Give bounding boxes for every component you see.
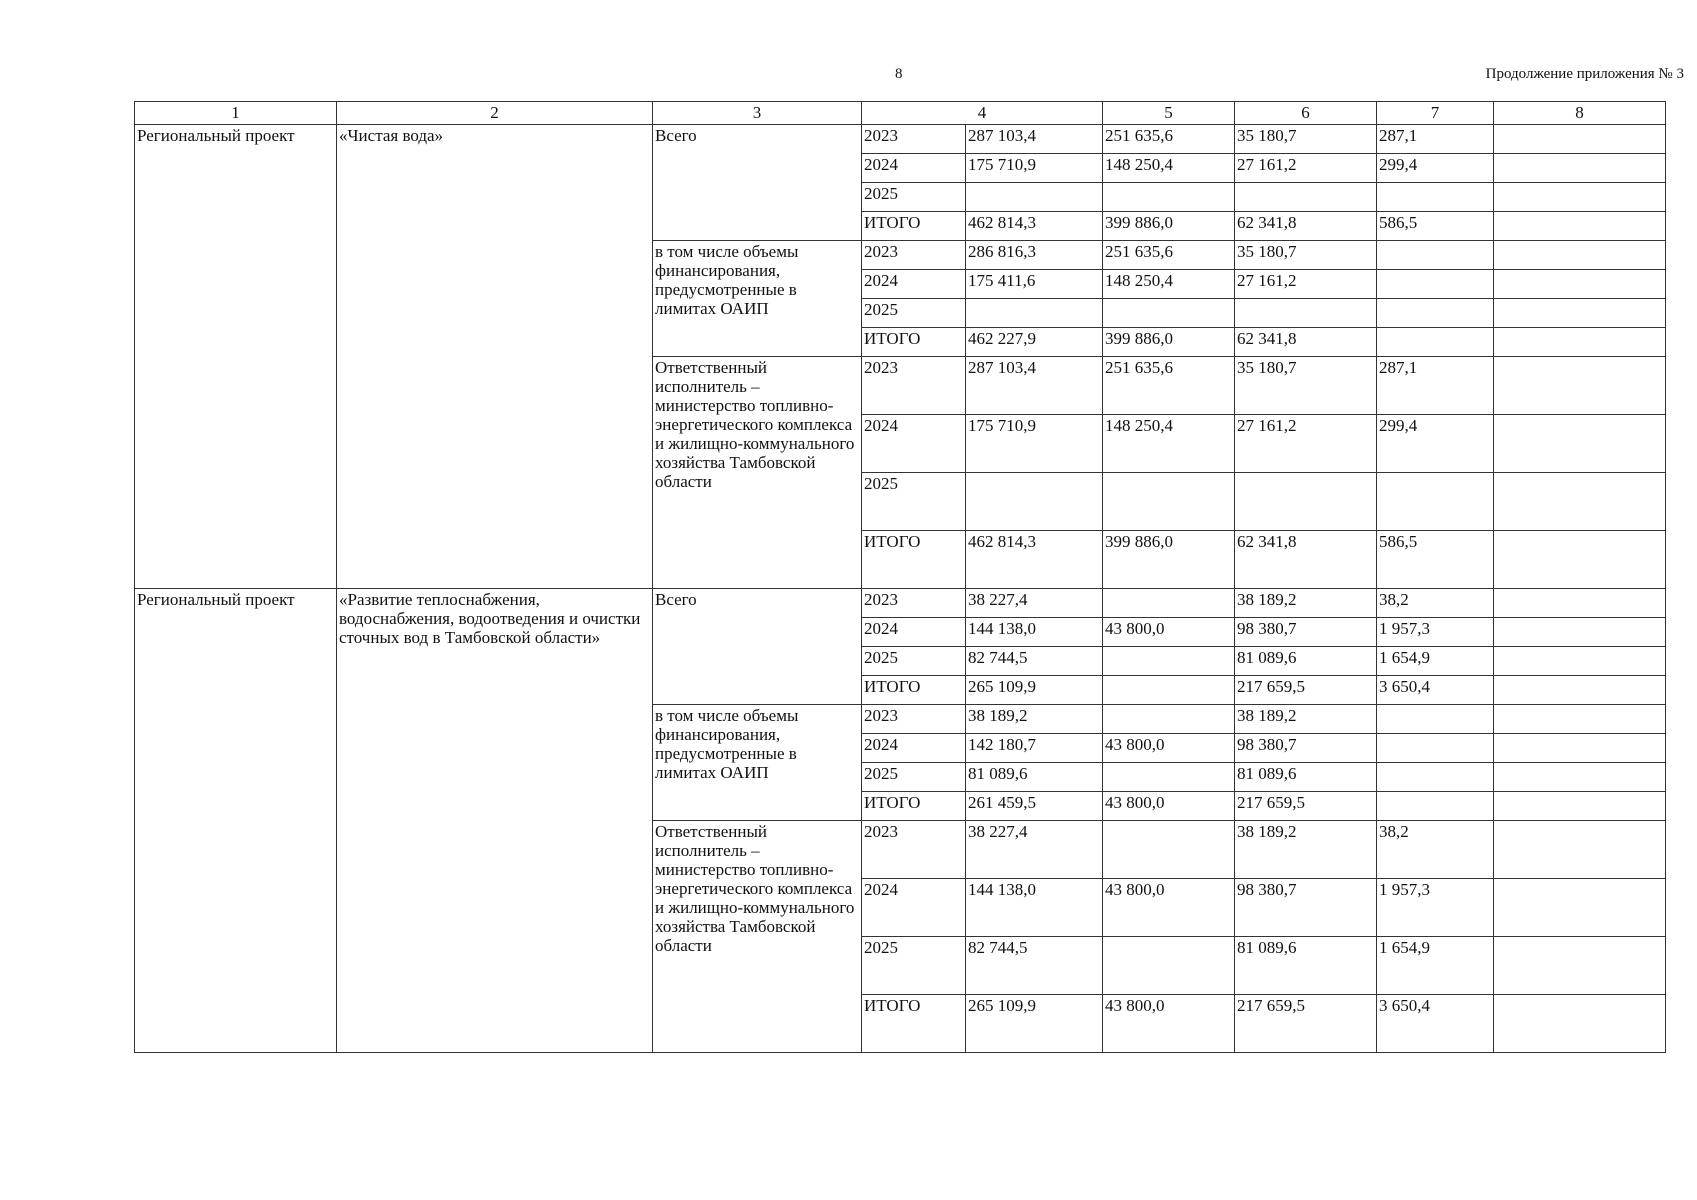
cell-regional: 35 180,7: [1235, 357, 1377, 415]
cell-extra: [1494, 792, 1666, 821]
cell-year: ИТОГО: [862, 212, 966, 241]
cell-regional: 98 380,7: [1235, 879, 1377, 937]
cell-federal: 148 250,4: [1103, 270, 1235, 299]
cell-year: 2025: [862, 473, 966, 531]
cell-local: 1 654,9: [1377, 647, 1494, 676]
cell-total: 81 089,6: [966, 763, 1103, 792]
cell-regional: 217 659,5: [1235, 995, 1377, 1053]
cell-extra: [1494, 676, 1666, 705]
cell-federal: 43 800,0: [1103, 879, 1235, 937]
cell-total: 82 744,5: [966, 647, 1103, 676]
cell-regional: 62 341,8: [1235, 328, 1377, 357]
group-label-cell: Ответственный исполнитель – министерство топливно-энергетического комплекса и жилищно-коммунального хозяйства Тамбовской области: [653, 821, 862, 1053]
cell-year: ИТОГО: [862, 531, 966, 589]
cell-regional: 27 161,2: [1235, 154, 1377, 183]
cell-federal: 148 250,4: [1103, 415, 1235, 473]
cell-year: 2025: [862, 183, 966, 212]
cell-federal: 43 800,0: [1103, 734, 1235, 763]
cell-local: [1377, 763, 1494, 792]
cell-year: 2024: [862, 270, 966, 299]
table-body: [135, 125, 1666, 1053]
project-type-cell: Региональный проект: [135, 589, 337, 1053]
project-name-cell: «Чистая вода»: [337, 125, 653, 589]
group-label-cell: в том числе объемы финансирования, предусмотренные в лимитах ОАИП: [653, 705, 862, 821]
page-number: 8: [895, 66, 903, 82]
cell-regional: 81 089,6: [1235, 647, 1377, 676]
cell-local: 3 650,4: [1377, 995, 1494, 1053]
cell-regional: 27 161,2: [1235, 415, 1377, 473]
cell-local: 287,1: [1377, 125, 1494, 154]
cell-regional: 217 659,5: [1235, 792, 1377, 821]
cell-total: 38 227,4: [966, 821, 1103, 879]
header-col-5: 5: [1103, 102, 1235, 125]
cell-federal: 148 250,4: [1103, 154, 1235, 183]
group-label-cell: Ответственный исполнитель – министерство топливно-энергетического комплекса и жилищно-коммунального хозяйства Тамбовской области: [653, 357, 862, 589]
cell-year: 2023: [862, 589, 966, 618]
cell-local: 287,1: [1377, 357, 1494, 415]
cell-total: 462 814,3: [966, 531, 1103, 589]
cell-total: 462 227,9: [966, 328, 1103, 357]
cell-federal: [1103, 299, 1235, 328]
cell-total: 261 459,5: [966, 792, 1103, 821]
cell-federal: 399 886,0: [1103, 531, 1235, 589]
cell-federal: 399 886,0: [1103, 328, 1235, 357]
cell-local: 586,5: [1377, 212, 1494, 241]
cell-local: [1377, 299, 1494, 328]
cell-federal: 251 635,6: [1103, 241, 1235, 270]
cell-year: 2023: [862, 705, 966, 734]
cell-federal: [1103, 473, 1235, 531]
cell-extra: [1494, 125, 1666, 154]
cell-extra: [1494, 270, 1666, 299]
cell-local: [1377, 183, 1494, 212]
cell-regional: 35 180,7: [1235, 241, 1377, 270]
cell-federal: [1103, 647, 1235, 676]
table-header: [135, 102, 1666, 125]
cell-federal: [1103, 183, 1235, 212]
cell-local: [1377, 241, 1494, 270]
header-col-1: 1: [135, 102, 337, 125]
cell-extra: [1494, 879, 1666, 937]
cell-local: [1377, 792, 1494, 821]
cell-federal: 43 800,0: [1103, 995, 1235, 1053]
header-col-8: 8: [1494, 102, 1666, 125]
cell-local: 1 654,9: [1377, 937, 1494, 995]
cell-local: [1377, 270, 1494, 299]
cell-extra: [1494, 618, 1666, 647]
header-col-7: 7: [1377, 102, 1494, 125]
cell-regional: [1235, 299, 1377, 328]
cell-regional: 217 659,5: [1235, 676, 1377, 705]
cell-total: 82 744,5: [966, 937, 1103, 995]
cell-year: 2024: [862, 618, 966, 647]
cell-year: 2024: [862, 415, 966, 473]
cell-extra: [1494, 241, 1666, 270]
cell-extra: [1494, 734, 1666, 763]
continuation-note: Продолжение приложения № 3: [1485, 66, 1684, 82]
cell-local: 299,4: [1377, 154, 1494, 183]
cell-regional: 98 380,7: [1235, 618, 1377, 647]
cell-extra: [1494, 531, 1666, 589]
project-name-cell: «Развитие теплоснабжения, водоснабжения, водоотведения и очистки сточных вод в Тамбовской области»: [337, 589, 653, 1053]
cell-regional: 38 189,2: [1235, 705, 1377, 734]
cell-year: 2025: [862, 937, 966, 995]
cell-year: ИТОГО: [862, 792, 966, 821]
cell-extra: [1494, 299, 1666, 328]
project-type-cell: Региональный проект: [135, 125, 337, 589]
cell-total: 175 710,9: [966, 154, 1103, 183]
cell-extra: [1494, 183, 1666, 212]
cell-extra: [1494, 705, 1666, 734]
cell-extra: [1494, 821, 1666, 879]
cell-extra: [1494, 647, 1666, 676]
cell-total: 287 103,4: [966, 357, 1103, 415]
cell-extra: [1494, 995, 1666, 1053]
cell-total: [966, 473, 1103, 531]
header-col-4: 4: [862, 102, 1103, 125]
cell-total: 144 138,0: [966, 618, 1103, 647]
cell-local: 1 957,3: [1377, 879, 1494, 937]
cell-local: 299,4: [1377, 415, 1494, 473]
cell-federal: [1103, 937, 1235, 995]
cell-regional: 98 380,7: [1235, 734, 1377, 763]
cell-total: [966, 183, 1103, 212]
cell-total: 38 189,2: [966, 705, 1103, 734]
table-row: [135, 125, 1666, 154]
cell-extra: [1494, 763, 1666, 792]
cell-regional: 35 180,7: [1235, 125, 1377, 154]
cell-extra: [1494, 937, 1666, 995]
cell-total: 286 816,3: [966, 241, 1103, 270]
cell-federal: 251 635,6: [1103, 357, 1235, 415]
cell-total: 38 227,4: [966, 589, 1103, 618]
cell-local: 1 957,3: [1377, 618, 1494, 647]
cell-year: ИТОГО: [862, 676, 966, 705]
cell-regional: 62 341,8: [1235, 531, 1377, 589]
cell-total: 175 411,6: [966, 270, 1103, 299]
cell-federal: 43 800,0: [1103, 792, 1235, 821]
cell-year: ИТОГО: [862, 328, 966, 357]
cell-local: 38,2: [1377, 821, 1494, 879]
group-label-cell: Всего: [653, 125, 862, 241]
cell-year: 2024: [862, 734, 966, 763]
cell-local: [1377, 705, 1494, 734]
cell-year: 2023: [862, 821, 966, 879]
cell-total: 142 180,7: [966, 734, 1103, 763]
cell-extra: [1494, 357, 1666, 415]
cell-regional: 81 089,6: [1235, 763, 1377, 792]
cell-year: 2023: [862, 357, 966, 415]
table-row: [135, 589, 1666, 618]
cell-total: 287 103,4: [966, 125, 1103, 154]
cell-extra: [1494, 328, 1666, 357]
cell-total: 144 138,0: [966, 879, 1103, 937]
cell-regional: [1235, 183, 1377, 212]
cell-year: 2023: [862, 241, 966, 270]
cell-total: [966, 299, 1103, 328]
cell-year: 2025: [862, 647, 966, 676]
cell-regional: [1235, 473, 1377, 531]
cell-federal: 399 886,0: [1103, 212, 1235, 241]
cell-federal: 251 635,6: [1103, 125, 1235, 154]
cell-federal: [1103, 705, 1235, 734]
header-col-2: 2: [337, 102, 653, 125]
cell-regional: 27 161,2: [1235, 270, 1377, 299]
cell-total: 265 109,9: [966, 995, 1103, 1053]
cell-extra: [1494, 154, 1666, 183]
cell-regional: 81 089,6: [1235, 937, 1377, 995]
cell-local: [1377, 734, 1494, 763]
cell-local: 3 650,4: [1377, 676, 1494, 705]
cell-regional: 38 189,2: [1235, 821, 1377, 879]
financing-table: [134, 101, 1666, 1053]
cell-year: 2025: [862, 763, 966, 792]
cell-year: 2025: [862, 299, 966, 328]
cell-federal: [1103, 589, 1235, 618]
cell-regional: 62 341,8: [1235, 212, 1377, 241]
cell-extra: [1494, 473, 1666, 531]
cell-local: [1377, 473, 1494, 531]
cell-federal: [1103, 821, 1235, 879]
cell-total: 175 710,9: [966, 415, 1103, 473]
cell-total: 265 109,9: [966, 676, 1103, 705]
cell-federal: [1103, 763, 1235, 792]
cell-federal: 43 800,0: [1103, 618, 1235, 647]
cell-local: 38,2: [1377, 589, 1494, 618]
group-label-cell: в том числе объемы финансирования, предусмотренные в лимитах ОАИП: [653, 241, 862, 357]
cell-year: 2024: [862, 879, 966, 937]
cell-total: 462 814,3: [966, 212, 1103, 241]
cell-extra: [1494, 212, 1666, 241]
cell-year: 2023: [862, 125, 966, 154]
cell-regional: 38 189,2: [1235, 589, 1377, 618]
cell-year: 2024: [862, 154, 966, 183]
header-col-6: 6: [1235, 102, 1377, 125]
cell-year: ИТОГО: [862, 995, 966, 1053]
cell-extra: [1494, 415, 1666, 473]
cell-extra: [1494, 589, 1666, 618]
header-col-3: 3: [653, 102, 862, 125]
group-label-cell: Всего: [653, 589, 862, 705]
cell-federal: [1103, 676, 1235, 705]
cell-local: 586,5: [1377, 531, 1494, 589]
cell-local: [1377, 328, 1494, 357]
